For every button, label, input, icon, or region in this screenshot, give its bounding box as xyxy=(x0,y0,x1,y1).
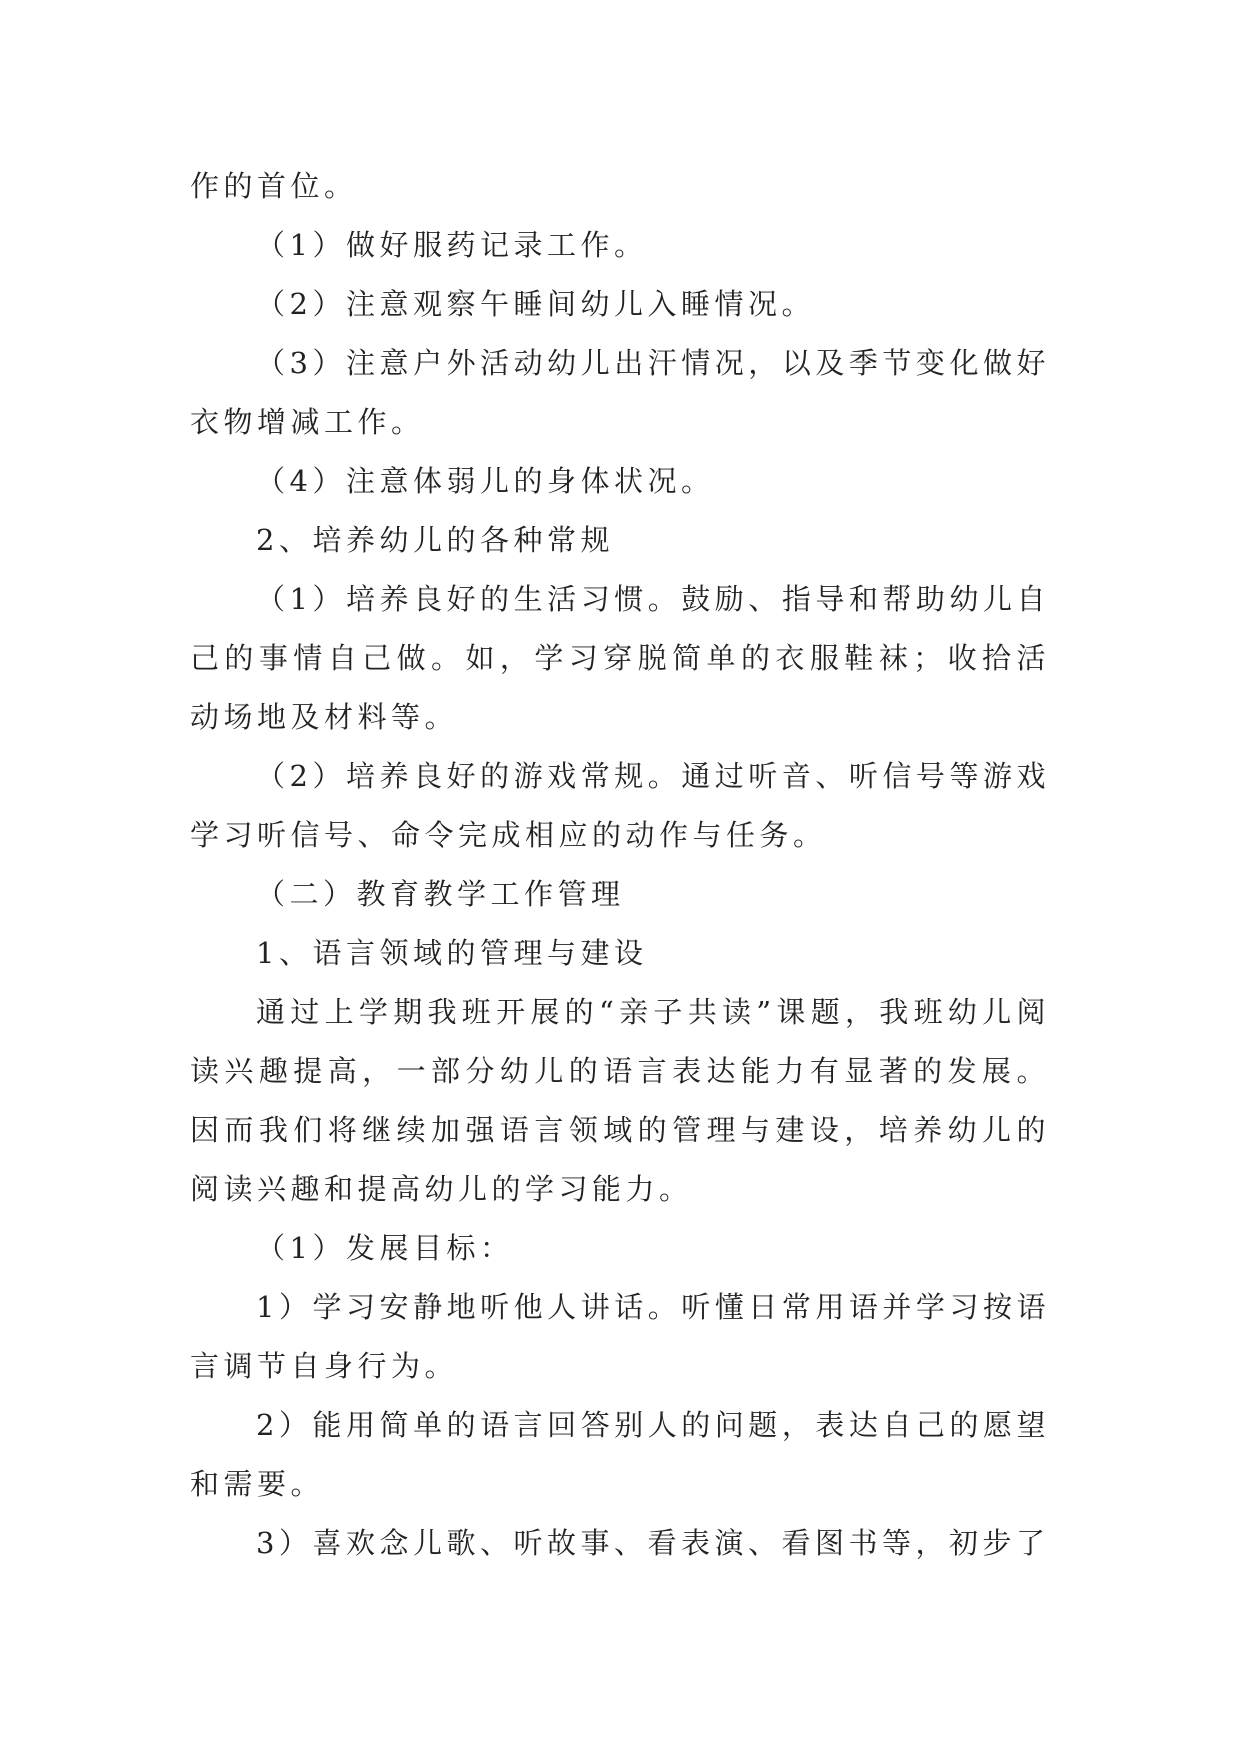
paragraph: （2）培养良好的游戏常规。通过听音、听信号等游戏学习听信号、命令完成相应的动作与任务。 xyxy=(190,759,1050,852)
paragraph: （1）培养良好的生活习惯。鼓励、指导和帮助幼儿自己的事情自己做。如，学习穿脱简单的衣服鞋袜；收拾活动场地及材料等。 xyxy=(190,582,1050,734)
paragraph: 作的首位。 xyxy=(190,169,358,203)
section-heading: （二）教育教学工作管理 xyxy=(256,877,625,911)
paragraph: （1）做好服药记录工作。 xyxy=(256,228,648,262)
paragraph: （3）注意户外活动幼儿出汗情况，以及季节变化做好衣物增减工作。 xyxy=(190,346,1050,439)
section-heading: 2、培养幼儿的各种常规 xyxy=(256,523,614,557)
paragraph: 1）学习安静地听他人讲话。听懂日常用语并学习按语言调节自身行为。 xyxy=(190,1290,1050,1383)
document-body xyxy=(190,157,1050,1573)
paragraph: 3）喜欢念儿歌、听故事、看表演、看图书等，初步了 xyxy=(256,1526,1050,1560)
paragraph: （4）注意体弱儿的身体状况。 xyxy=(256,464,715,498)
paragraph: 2）能用简单的语言回答别人的问题，表达自己的愿望和需要。 xyxy=(190,1408,1050,1501)
section-heading: 1、语言领域的管理与建设 xyxy=(256,936,648,970)
paragraph: 通过上学期我班开展的“亲子共读”课题，我班幼儿阅读兴趣提高，一部分幼儿的语言表达能力有显著的发展。因而我们将继续加强语言领域的管理与建设，培养幼儿的阅读兴趣和提高幼儿的学习能力。 xyxy=(190,995,1050,1206)
paragraph: （1）发展目标： xyxy=(256,1231,514,1265)
paragraph: （2）注意观察午睡间幼儿入睡情况。 xyxy=(256,287,815,321)
